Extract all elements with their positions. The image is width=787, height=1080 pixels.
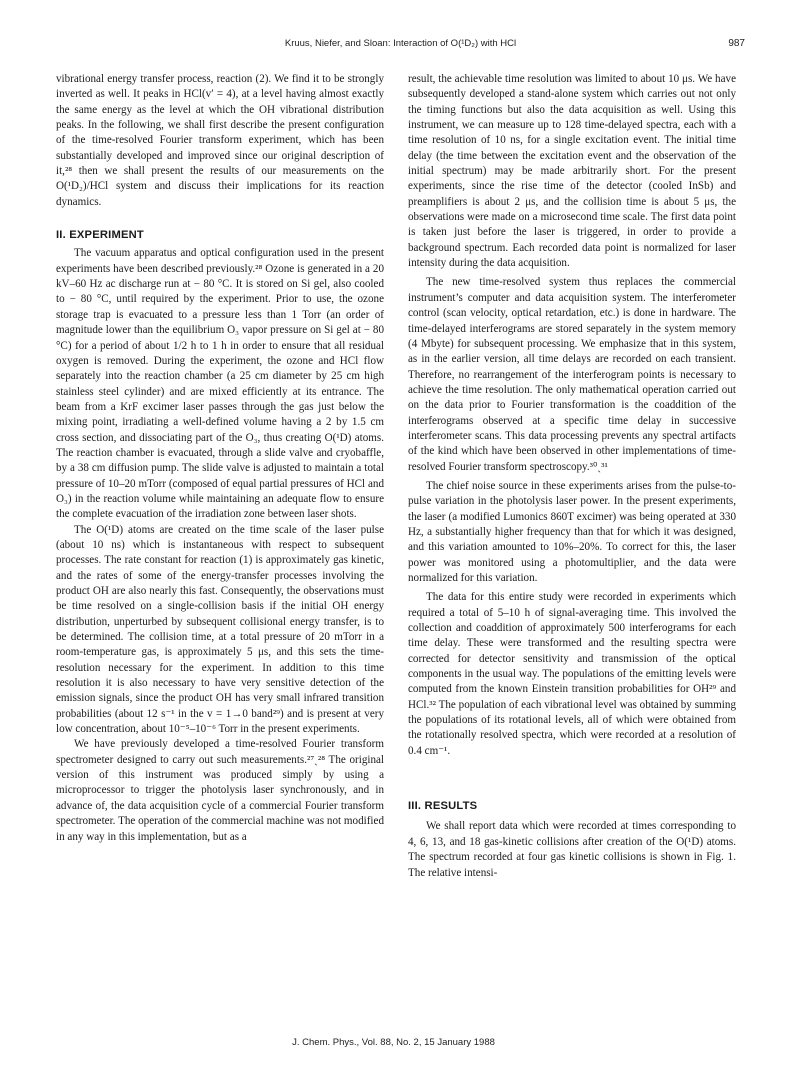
right-column [408, 72, 736, 881]
running-title: Kruus, Niefer, and Sloan: Interaction of O(¹D₂) with HCl [284, 38, 517, 49]
experiment-paragraph-4: The new time-resolved system thus replaces the commercial instrument’s computer and data acquisition system. The interferometer control (scan velocity, optical retardation, etc.) is done in hardware. The time-delayed interferograms are stored separately in the system memory (4 Mbyte) for subsequent processing. We emphasize that in this system, as in the earlier version, all time delays are recorded on each transient. Therefore, no rearrangement of the interferogram points is necessary to achieve the time resolution. The only mathematical operation carried out on the data prior to Fourier transformation is the coaddition of the interferograms observed at a specific time delay in successive interferometer scans. This data processing prevents any spectral artifacts of the kind which have been observed in other implementations of time-resolved Fourier transform spectroscopy.³⁰ˎ³¹ [408, 276, 736, 473]
experiment-paragraph-2: The O(¹D) atoms are created on the time scale of the laser pulse (about 10 ns) which is instantaneous with respect to subsequent processes. The rate constant for reaction (1) is approximately gas kinetic, and the rates of some of the energy-transfer processes involving the product OH are also nearly this fast. Consequently, the observations must be time resolved on a single-collision basis if the initial OH energy distribution, unperturbed by subsequent collisional energy transfer, is to be determined. The collision time, at a total pressure of 20 mTorr in a room-temperature gas, is approximately 5 μs, and this sets the time-resolution necessary for the experiment. In addition to this time resolution it is also necessary to have very sensitive detection of the emission signals, since the product OH has very small infrared transition probabilities (about 12 s⁻¹ in the v = 1→0 band²⁹) and is present at very low concentration, about 10⁻⁵–10⁻⁶ Torr in the present experiments. [56, 523, 384, 736]
page-number: 987 [728, 38, 745, 49]
running-header [56, 38, 745, 54]
experiment-paragraph-5: The chief noise source in these experiments arises from the pulse-to-pulse variation in the photolysis laser power. In the present experiments, the laser (a modified Lumonics 860T excimer) was being operated at 330 Hz, a substantially higher frequency than that for which it was designed, and this variation amounted to 10%–20%. To correct for this, the laser power was monitored using a photomultiplier, and the data were normalized for this variation. [408, 479, 736, 584]
results-paragraph-1: We shall report data which were recorded at times corresponding to 4, 6, 13, and 18 gas-kinetic collisions after creation of the O(¹D) atoms. The spectrum recorded at four gas kinetic collisions is shown in Fig. 1. The relative intensi- [408, 820, 736, 879]
journal-footer: J. Chem. Phys., Vol. 88, No. 2, 15 January 1988 [292, 1037, 495, 1048]
left-column [56, 72, 384, 845]
experiment-paragraph-6: The data for this entire study were recorded in experiments which required a total of 5–10 h of signal-averaging time. This involved the collection and coaddition of approximately 500 interferograms for each time delay. These were transformed and the resulting spectra were corrected for detector sensitivity and transmission of the optical components in the usual way. The populations of the emitting levels were computed from the known Einstein transition probabilities for OH²⁹ and HCl.³² The population of each vibrational level was obtained by summing the populations of its rotational levels, all of which were obtained from the rotationally resolved spectra, which were recorded at a resolution of 0.4 cm⁻¹. [408, 591, 736, 757]
continuation-paragraph: result, the achievable time resolution was limited to about 10 μs. We have subsequently developed a stand-alone system which carries out not only the timing functions but also the data acquisition as well. Using this instrument, we can measure up to 128 time-delayed spectra, each with a time resolution of 10 ns, for a single excitation event. The initial time delay (the time between the excitation event and the observation of the initial spectrum) may be made arbitrarily short. For the present experiments, since the rise time of the detector (cooled InSb) and preamplifiers is about 2 μs, and the collision time is about 5 μs, the observations were made on a microsecond time scale. The first data point is taken just before the laser is triggered, in order to provide a background spectrum. Each recorded data point is normalized for laser intensity during the data acquisition. [408, 73, 736, 270]
section-heading-results: III. RESULTS [408, 800, 478, 813]
experiment-paragraph-1: The vacuum apparatus and optical configuration used in the present experiments have been described previously.²⁸ Ozone is generated in a 20 kV–60 Hz ac discharge run at − 80 °C. It is stored on Si gel, also cooled to − 80 °C, until required by the experiment. Prior to use, the ozone storage trap is evacuated to a pressure less than 1 Torr (an order of magnitude lower than the equilibrium O₃ vapor pressure on Si gel at − 80 °C) for a period of about 1/2 h to 1 h in order to ensure that all residual oxygen is removed. During the experiment, the ozone and HCl flow separately into the reaction chamber (a 25 cm diameter by 25 cm high stainless steel cylinder) and are mixed efficiently at its entrance. The beam from a KrF excimer laser passes through the gas just below the mixing point, irradiating a well-defined volume having a 2 by 1.5 cm cross section, and dissociating part of the O₃, thus creating O(¹D) atoms. The reaction chamber is evacuated, through a slide valve and cryobaffle, by a 38 cm diffusion pump. The slide valve is adjusted to maintain a total pressure of 10–20 mTorr (composed of equal partial pressures of HCl and O₃) in the reaction volume while maintaining an adequate flow to ensure the complete evacuation of the irradiation zone between laser shots. [56, 247, 384, 521]
intro-paragraph: vibrational energy transfer process, reaction (2). We find it to be strongly inverted as well. It peaks in HCl(v′ = 4), at a level having almost exactly the same energy as the level at which the OH vibrational distribution peaks. In the following, we shall first describe the present configuration of the time-resolved Fourier transform experiment, which has been substantially developed and improved since our original description of it,²⁸ then we shall present the results of our measurements on the O(¹D₂)/HCl system and discuss their implications for its reaction dynamics. [56, 73, 384, 208]
experiment-paragraph-3: We have previously developed a time-resolved Fourier transform spectrometer designed to carry out such measurements.²⁷ˎ²⁸ The original version of this instrument was produced simply by using a microprocessor to trigger the photolysis laser synchronously, and in advance of, the data acquisition cycle of a commercial Fourier transform spectrometer. The operation of the commercial machine was not modified in any way in this implementation, but as a [56, 738, 384, 843]
section-heading-experiment: II. EXPERIMENT [56, 229, 144, 242]
